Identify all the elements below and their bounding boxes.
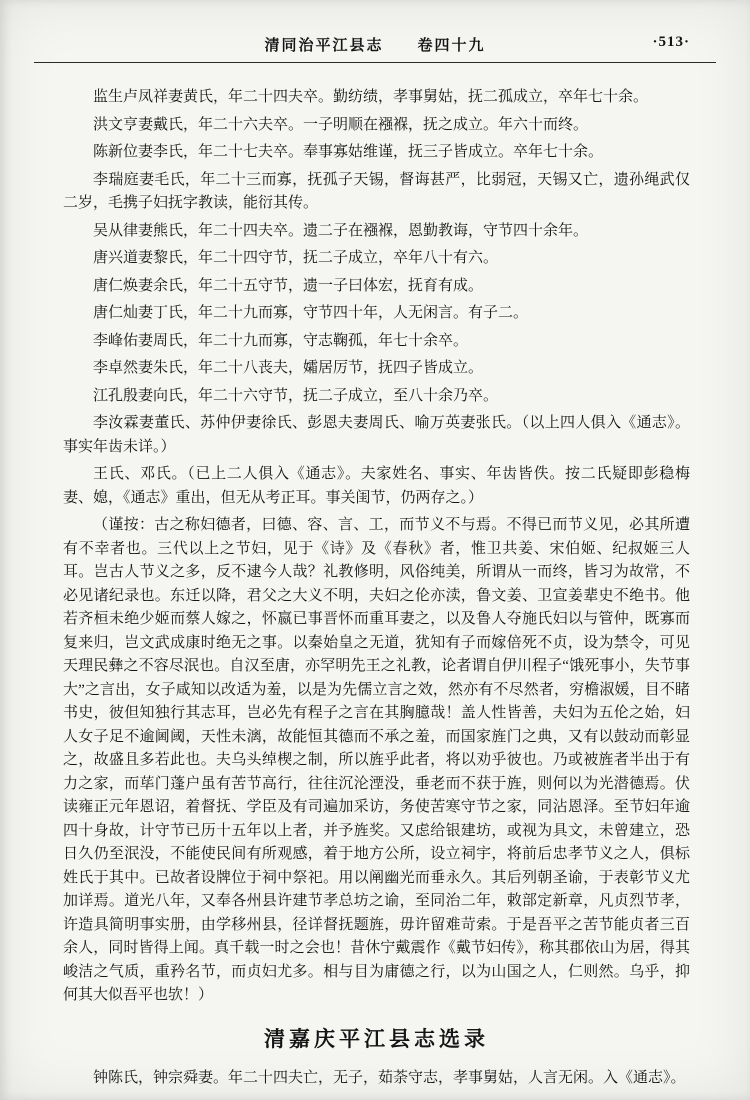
entry-paragraph: 王氏、邓氏。（已上二人俱入《通志》。夫家姓名、事实、年齿皆佚。按二氏疑即彭稳梅妻、媳，《通志》重出，但无从考正耳。事关闺节，仍两存之。）: [63, 466, 690, 506]
entry-paragraph: 唐仁灿妻丁氏，年二十九而寡，守节四十年，人无闲言。有子二。: [93, 305, 529, 321]
entry-paragraph: 唐仁焕妻余氏，年二十五守节，遗一子曰体宏，抚育有成。: [93, 277, 484, 294]
page-header: [36, 34, 714, 56]
entry-paragraph: 江孔殷妻向氏，年二十六守节，抚二子成立，至八十余乃卒。: [93, 387, 499, 404]
selection-entry-paragraph: 钟陈氏，钟宗舜妻。年二十四夫亡，无子，茹荼守志，孝事舅姑，人言无闲。入《通志》。: [93, 1070, 686, 1086]
entry-paragraph: 陈新位妻李氏，年二十七夫卒。奉事寡姑维谨，抚三子皆成立。卒年七十余。: [93, 144, 604, 160]
entry-paragraph: 吴从律妻熊氏，年二十四夫卒。遗二子在襁褓，恩勤教诲，守节四十余年。: [93, 222, 589, 239]
page-body: [63, 86, 690, 1092]
page-header-title: 清同治平江县志 卷四十九: [264, 38, 486, 54]
section-heading: 清嘉庆平江县志选录: [264, 1026, 489, 1051]
header-divider: [34, 62, 716, 63]
page-number: ·513·: [652, 34, 690, 50]
entry-paragraph: 李峰佑妻周氏，年二十九而寡，守志鞠孤，年七十余卒。: [93, 332, 469, 349]
editor-note-paragraph: （谨按：古之称妇德者，曰德、容、言、工，而节义不与焉。不得已而节义见，必其所遭有不幸者也。三代以上之节妇，见于《诗》及《春秋》者，惟卫共姜、宋伯姬、纪叔姬三人耳。岂古人节义之多，反不逮今人哉？礼教修明，风俗纯美，所谓从一而终，皆习为故常，不必见诸纪录也。东迁以降，君父之大义不明，夫妇之伦亦渎，鲁文姜、卫宣姜辈史不绝书。他若齐桓未绝少姬而蔡人嫁之，怀嬴已事晋怀而重耳妻之，以及鲁人夺施氏妇以与管仲，既寡而复来归，岂文武成康时绝无之事。以秦始皇之无道，犹知有子而嫁倍死不贞，设为禁令，可见天理民彝之不容尽泯也。自汉至唐，亦罕明先王之礼教，论者谓自伊川程子“饿死事小，失节事大”之言出，女子咸知以改适为羞，以是为先儒立言之效，然亦有不尽然者，穷檐淑媛，目不睹书史，彼但知独行其志耳，岂必先有程子之言在其胸臆哉！盖人性皆善，夫妇为五伦之始，妇人女子足不逾阃阈，天性未漓，故能恒其德而不承之羞，而国家旌门之典，又有以鼓动而彰显之，故盛且多若此也。夫乌头绰楔之制，所以旌乎此者，将以劝乎彼也。乃或被旌者半出于有力之家，而荜门蓬户虽有苦节高行，往往沉沦湮没，垂老而不获于旌，则何以为光潜德焉。伏读雍正元年恩诏，着督抚、学臣及有司遍加采访，务使苦寒守节之家，同沾恩泽。至节妇年逾四十身故，计守节已历十五年以上者，并予旌奖。又虑给银建坊，或视为具文，未曾建立，恐日久仍至泯没，不能使民间有所观感，着于地方公所，设立祠宇，将前后忠孝节义之人，俱标姓氏于其中。已故者设牌位于祠中祭祀。用以阐幽光而垂永久。其后列朝圣谕，于表彰节义尤加详焉。道光八年，又奉各州县许建节孝总坊之谕，至同治二年，敕部定新章，凡贞烈节孝，许造具简明事实册，由学移州县，径详督抚题旌，毋许留难苛索。于是吾平之苦节能贞者三百余人，同时皆得上闻。真千载一时之会也！昔休宁戴震作《戴节妇传》，称其郡依山为居，得其峻洁之气质，重矜名节，而贞妇尤多。相与目为庸德之行，以为山国之人，仁则然。乌乎，抑何其大似吾平也欤！）: [63, 517, 690, 1003]
entry-paragraph: 李卓然妻朱氏，年二十八丧夫，孀居厉节，抚四子皆成立。: [93, 360, 484, 376]
entry-paragraph: 洪文亨妻戴氏，年二十六夫卒。一子明顺在襁褓，抚之成立。年六十而终。: [93, 116, 589, 133]
entry-paragraph: 监生卢凤祥妻黄氏，年二十四夫卒。勤纺绩，孝事舅姑，抚二孤成立，卒年七十余。: [93, 89, 649, 105]
entry-paragraph: 李汝霖妻董氏、苏仲伊妻徐氏、彭恩夫妻周氏、喻万英妻张氏。（以上四人俱入《通志》。事实年齿未详。）: [63, 415, 690, 455]
entry-paragraph: 李瑞庭妻毛氏，年二十三而寡，抚孤子天锡，督诲甚严，比弱冠，天锡又亡，遗孙绳武仅二岁，毛携子妇抚字教读，能衍其传。: [63, 171, 690, 211]
entry-paragraph: 唐兴道妻黎氏，年二十四守节，抚二子成立，卒年八十有六。: [93, 250, 499, 266]
